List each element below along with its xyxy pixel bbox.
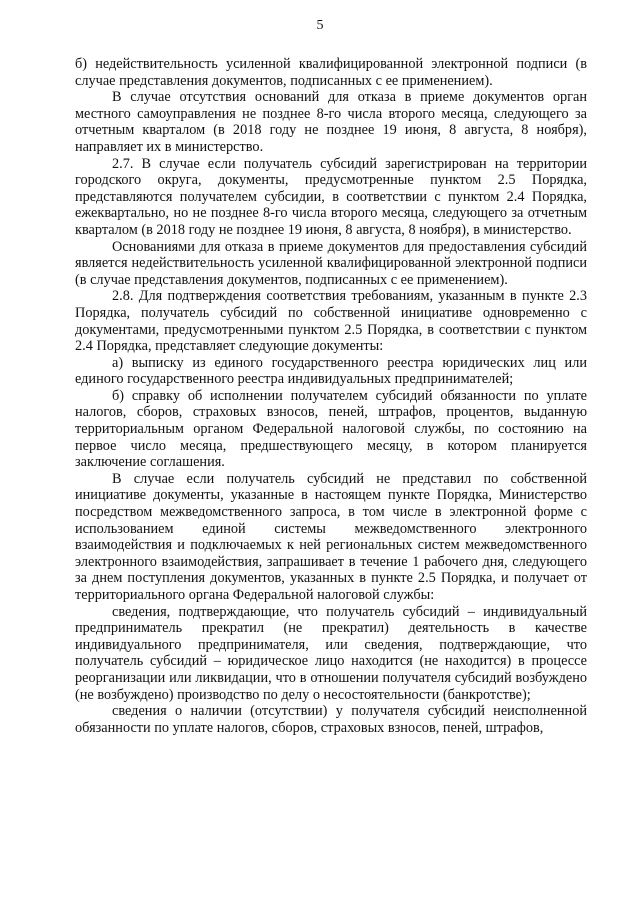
paragraph-1: б) недействительность усиленной квалифицированной электронной подписи (в случае представления документов, подписанных с ее применением).: [75, 56, 587, 89]
document-body: [75, 56, 587, 736]
paragraph-2: В случае отсутствия оснований для отказа в приеме документов орган местного самоуправления не позднее 8-го числа второго месяца, следующего за отчетным кварталом (в 2018 году не позднее 19 июня, 8 августа, 8 ноября), направляет их в министерство.: [75, 89, 587, 155]
paragraph-9: сведения, подтверждающие, что получатель субсидий – индивидуальный предприниматель прекратил (не прекратил) деятельность в качестве индивидуального предпринимателя, или сведения, подтверждающие, что получатель субсидий – юридическое лицо находится (не находится) в процессе реорганизации или ликвидации, что в отношении получателя субсидий возбуждено (не возбуждено) производство по делу о несостоятельности (банкротстве);: [75, 603, 587, 703]
paragraph-6: а) выписку из единого государственного реестра юридических лиц или единого государственного реестра индивидуальных предпринимателей;: [75, 354, 587, 388]
page-number: 5: [316, 18, 324, 33]
paragraph-8: В случае если получатель субсидий не представил по собственной инициативе документы, указанные в настоящем пункте Порядка, Министерство посредством межведомственного запроса, в том числе в электронной форме с использованием единой системы межведомственного электронного взаимодействия и подключаемых к ней региональных систем межведомственного электронного взаимодействия, запрашивает в течение 1 рабочего дня, следующего за днем поступления документов, указанных в пункте 2.5 Порядка, и получает от территориального органа Федеральной налоговой службы:: [75, 470, 587, 603]
paragraph-3: 2.7. В случае если получатель субсидий зарегистрирован на территории городского округа, документы, предусмотренные пунктом 2.5 Порядка, представляются получателем субсидии, в соответствии с пунктом 2.4 Порядка, ежеквартально, но не позднее 8-го числа второго месяца, следующего за отчетным кварталом (в 2018 году не позднее 19 июня, 8 августа, 8 ноября), в министерство.: [75, 155, 587, 238]
paragraph-10: сведения о наличии (отсутствии) у получателя субсидий неисполненной обязанности по уплате налогов, сборов, страховых взносов, пеней, штрафов,: [75, 703, 587, 736]
paragraph-5: 2.8. Для подтверждения соответствия требованиям, указанным в пункте 2.3 Порядка, получатель субсидий по собственной инициативе одновременно с документами, предусмотренными пунктом 2.5 Порядка, в соответствии с пунктом 2.4 Порядка, представляет следующие документы:: [75, 288, 587, 355]
paragraph-4: Основаниями для отказа в приеме документов для предоставления субсидий является недействительность усиленной квалифицированной электронной подписи (в случае представления документов, подписанных с ее применением).: [75, 238, 587, 288]
paragraph-7: б) справку об исполнении получателем субсидий обязанности по уплате налогов, сборов, страховых взносов, пеней, штрафов, процентов, выданную территориальным органом Федеральной налоговой службы, по состоянию на первое число месяца, предшествующего месяцу, в котором планируется заключение соглашения.: [75, 387, 587, 471]
